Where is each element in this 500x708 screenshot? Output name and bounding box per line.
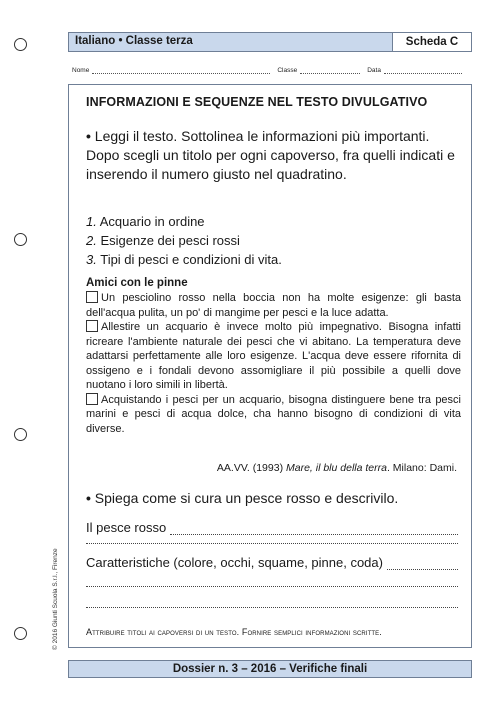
binder-hole-3 xyxy=(14,428,27,441)
reading-text xyxy=(86,291,461,436)
instruction-body: Leggi il testo. Sottolinea le informazioni più importanti. Dopo scegli un titolo per ogni capoverso, fra quelli indicati e inserendo il numero giusto nel quadratino. xyxy=(86,128,455,182)
option-item: 2. Esigenze dei pesci rossi xyxy=(86,233,240,248)
paragraph: Acquistando i pesci per un acquario, bisogna distinguere bene tra pesci marini e pesci di acqua dolce, cha hanno bisogno di condizioni di vita diverse. xyxy=(86,393,461,435)
answer-blank-line[interactable] xyxy=(86,586,458,587)
answer-checkbox[interactable] xyxy=(86,393,98,405)
bullet-icon: • xyxy=(86,490,91,506)
answer-checkbox[interactable] xyxy=(86,291,98,303)
copyright-note: © 2016 Giunti Scuola S.r.l., Firenze xyxy=(52,548,59,650)
text-title: Amici con le pinne xyxy=(86,277,188,289)
classe-label: Classe xyxy=(277,67,298,74)
worksheet-box xyxy=(68,84,472,648)
page-title: INFORMAZIONI E SEQUENZE NEL TESTO DIVULGATIVO xyxy=(86,95,428,109)
paragraph: Allestire un acquario è invece molto più impegnativo. Bisogna infatti ricreare l'ambiente naturale dei pesci che vi abitano. La temperatura deve adattarsi perfettamente alle loro esigenze. L'acqua deve essere rifornita di ossigeno e i fondali devono assomigliare il più possibile a quelli dove nuotano i loro simili in libertà. xyxy=(86,321,461,391)
source-credit: AA.VV. (1993) Mare, il blu della terra. Milano: Dami. xyxy=(216,462,457,474)
answer-blank-line[interactable] xyxy=(86,543,458,544)
binder-hole-2 xyxy=(14,233,27,246)
scheda-label: Scheda C xyxy=(392,32,472,52)
answer-checkbox[interactable] xyxy=(86,320,98,332)
data-label: Data xyxy=(367,67,381,74)
title-options xyxy=(86,212,282,269)
classe-field[interactable] xyxy=(300,68,360,74)
binder-hole-4 xyxy=(14,627,27,640)
option-item: 1. Acquario in ordine xyxy=(86,214,205,229)
nome-field[interactable] xyxy=(92,68,270,74)
bullet-icon: • xyxy=(86,128,91,144)
question-2: • Spiega come si cura un pesce rosso e descrivilo. xyxy=(86,490,399,506)
instruction-text xyxy=(86,127,458,184)
nome-label: Nome xyxy=(72,67,90,74)
answer-line-pesce[interactable]: Il pesce rosso xyxy=(86,520,458,535)
data-field[interactable] xyxy=(384,68,462,74)
answer-line-caratteristiche[interactable]: Caratteristiche (colore, occhi, squame, pinne, coda) xyxy=(86,555,458,570)
binder-hole-1 xyxy=(14,38,27,51)
objectives-note: Attribuire titoli ai capoversi di un testo. Fornire semplici informazioni scritte. xyxy=(86,627,382,637)
header-bar xyxy=(68,32,472,52)
paragraph: Un pesciolino rosso nella boccia non ha molte esigenze: gli basta dell'acqua pulita, un po' di mangime per pesci e la luce adatta. xyxy=(86,292,461,319)
option-item: 3. Tipi di pesci e condizioni di vita. xyxy=(86,252,282,267)
answer-blank-line[interactable] xyxy=(86,607,458,608)
student-info-row xyxy=(72,67,472,74)
footer-bar: Dossier n. 3 – 2016 – Verifiche finali xyxy=(68,660,472,678)
subject-label: Italiano • Classe terza xyxy=(75,35,193,47)
